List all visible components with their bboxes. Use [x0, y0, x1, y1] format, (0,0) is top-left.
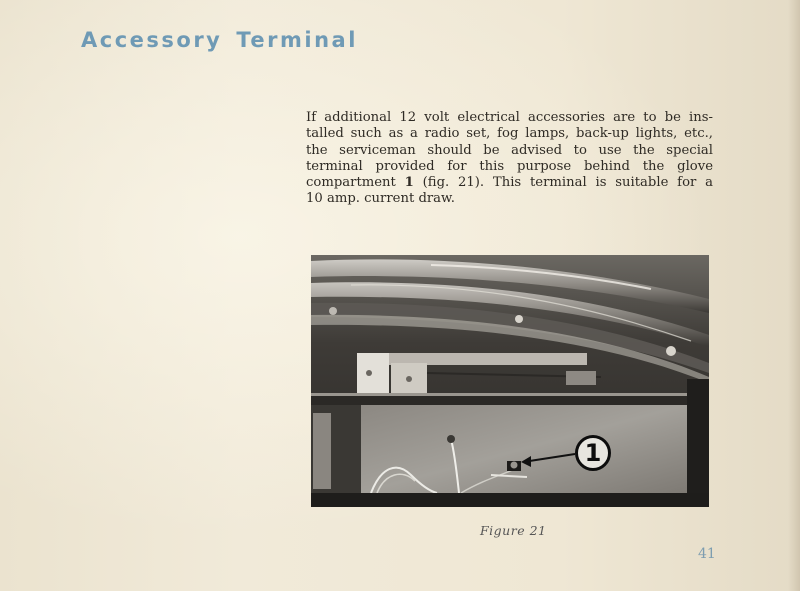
callout-reference-bold: 1 [404, 175, 414, 191]
body-line [306, 175, 713, 191]
heading-word-accessory: Accessory [81, 28, 223, 52]
body-line: If additional 12 volt electrical accessories are to be ins- [306, 110, 713, 125]
figure-caption: Figure 21 [480, 523, 547, 538]
page-number: 41 [698, 546, 716, 562]
body-line: the serviceman should be advised to use the special [306, 142, 713, 158]
section-heading [81, 28, 358, 52]
body-text-fragment: (fig. 21). This terminal is suitable for a [413, 175, 713, 191]
figure-photo [311, 255, 709, 507]
body-line: terminal provided for this purpose behind the glove [306, 158, 713, 174]
body-text-fragment: compartment [306, 175, 405, 191]
page-edge-shadow [788, 0, 800, 591]
body-paragraph [306, 110, 713, 208]
callout-marker-1 [575, 435, 611, 471]
heading-word-terminal: Terminal [236, 28, 358, 52]
dashboard-underside-photo [311, 255, 709, 507]
body-line: talled such as a radio set, fog lamps, back-up lights, etc., [306, 126, 713, 142]
body-line: 10 amp. current draw. [306, 191, 455, 207]
callout-number: 1 [584, 439, 602, 467]
